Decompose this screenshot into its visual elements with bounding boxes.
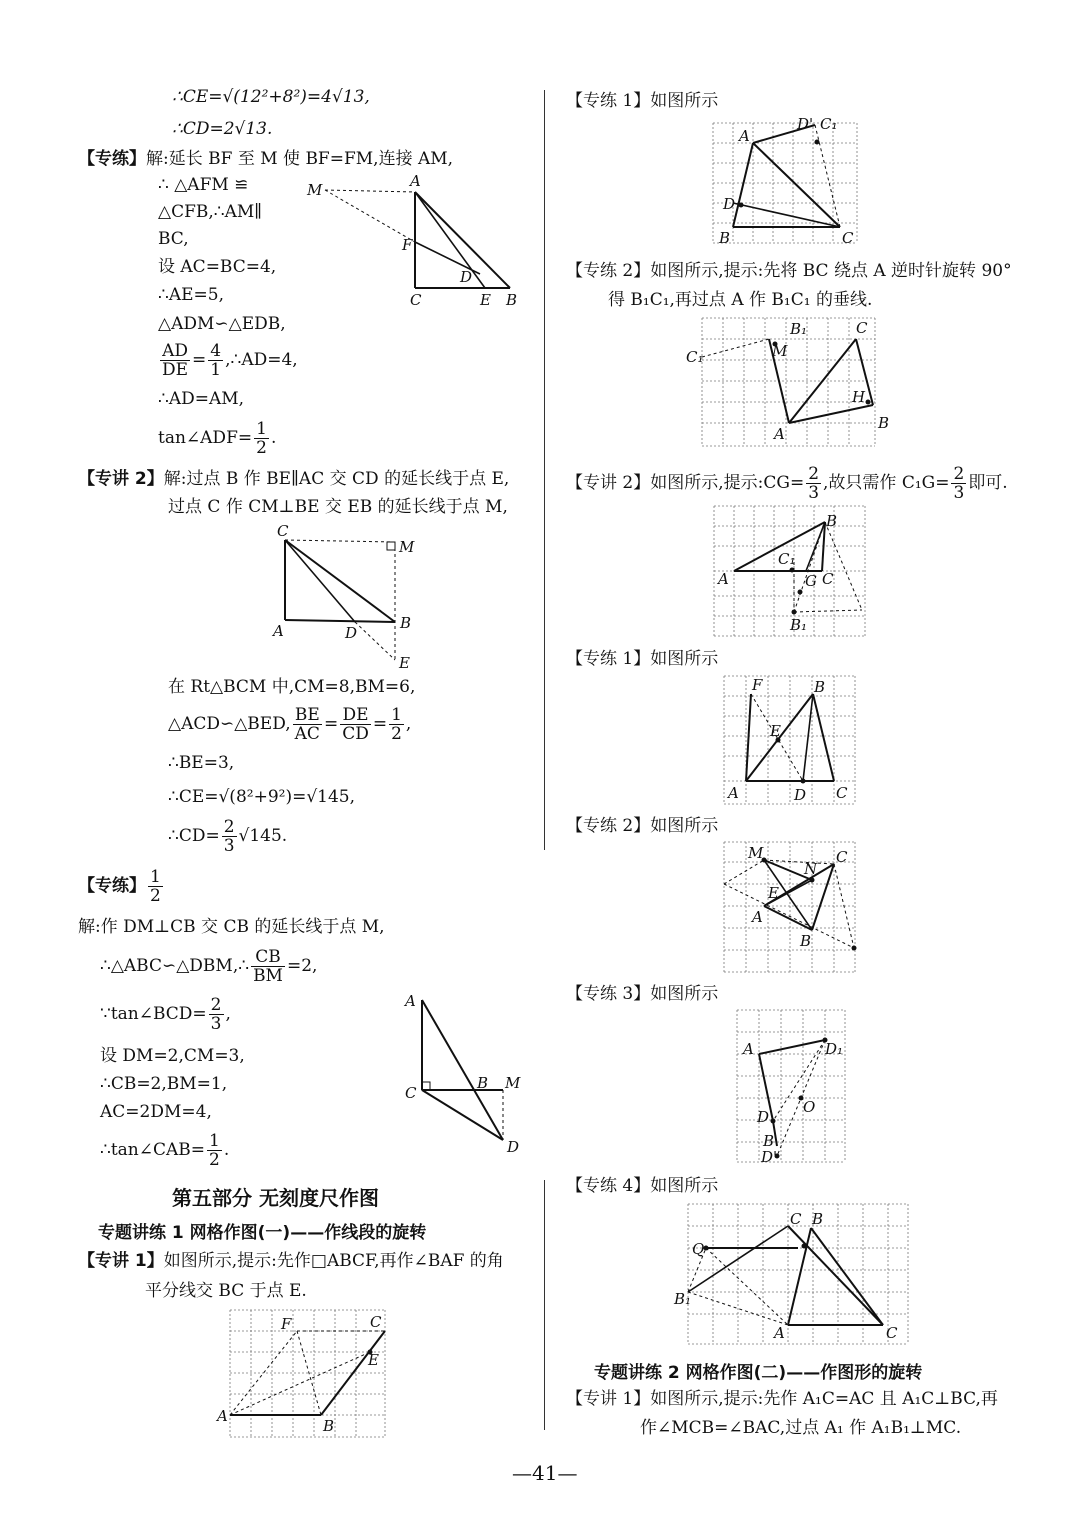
- zl2-head-line: 【专练】 $\frac{1}{2}$: [78, 867, 161, 906]
- zl2-5: ∴CB=2,BM=1,: [100, 1074, 228, 1094]
- svg-text:B: B: [400, 614, 412, 632]
- svg-text:A: A: [217, 1407, 228, 1425]
- svg-text:D: D: [345, 624, 358, 642]
- part5-title: 第五部分 无刻度尺作图: [172, 1186, 379, 1210]
- r2-line-a: 【专练 2】如图所示,提示:先将 BC 绕点 A 逆时针旋转 90°: [566, 261, 1012, 281]
- page-number: —41—: [512, 1461, 578, 1485]
- svg-text:M: M: [399, 538, 415, 556]
- svg-text:B: B: [323, 1417, 335, 1435]
- zj2-4: △ACD∽△BED, $\frac{BE}{AC}$ = $\frac{DE}{CD}$ = $\frac{1}{2}$ ,: [168, 705, 412, 744]
- svg-text:C: C: [370, 1313, 382, 1331]
- zl1-4: BC,: [158, 229, 189, 249]
- figure-zl1: [300, 170, 530, 315]
- figure-r3-grid: [710, 502, 870, 642]
- svg-text:O: O: [803, 1098, 816, 1116]
- fig-label-d: D: [460, 268, 473, 286]
- zl1-5: 设 AC=BC=4,: [158, 257, 277, 277]
- column-divider: [544, 90, 545, 850]
- svg-text:B: B: [878, 414, 890, 432]
- svg-text:D₁: D₁: [825, 1040, 844, 1058]
- zj2-3: 在 Rt△BCM 中,CM=8,BM=6,: [168, 677, 416, 697]
- svg-text:A: A: [774, 425, 785, 443]
- zj2-6: ∴CE=√(8²+9²)=√145,: [168, 787, 356, 807]
- r5-line: 【专练 2】如图所示: [566, 816, 719, 836]
- r1-line: 【专练 1】如图所示: [566, 91, 719, 111]
- zl1-2: ∴ △AFM ≌: [158, 175, 249, 195]
- zj2-line: 【专讲 2】解:过点 B 作 BE∥AC 交 CD 的延长线于点 E,: [78, 469, 510, 489]
- zl1-text: 解:延长 BF 至 M 使 BF=FM,连接 AM,: [146, 149, 454, 169]
- svg-text:C: C: [836, 784, 848, 802]
- svg-text:C: C: [822, 570, 834, 588]
- svg-text:A: A: [273, 622, 284, 640]
- svg-text:A: A: [752, 908, 763, 926]
- svg-text:D: D: [723, 195, 736, 213]
- zl2-4: 设 DM=2,CM=3,: [100, 1046, 245, 1066]
- svg-text:A: A: [728, 784, 739, 802]
- svg-text:F: F: [752, 676, 763, 694]
- zj2-7: ∴CD= $\frac{2}{3}$ √145.: [168, 817, 288, 856]
- svg-text:B: B: [826, 512, 838, 530]
- svg-text:C₁: C₁: [778, 550, 796, 568]
- fig-label-b: B: [506, 291, 518, 309]
- svg-text:E: E: [770, 722, 781, 740]
- svg-text:C: C: [842, 229, 854, 247]
- line-cd: ∴CD=2√13.: [172, 119, 273, 139]
- zj2-2: 过点 C 作 CM⊥BE 交 EB 的延长线于点 M,: [168, 497, 508, 517]
- fig-label-a: A: [410, 172, 421, 190]
- svg-text:H: H: [852, 388, 866, 406]
- svg-text:M: M: [772, 342, 788, 360]
- svg-text:M: M: [505, 1074, 521, 1092]
- fig-label-f: F: [402, 236, 413, 254]
- zj1-line: 【专讲 1】如图所示,提示:先作□ABCF,再作∠BAF 的角: [78, 1251, 504, 1271]
- svg-text:A: A: [718, 570, 729, 588]
- figure-r7-grid: [668, 1198, 913, 1348]
- r8-line-b: 作∠MCB=∠BAC,过点 A₁ 作 A₁B₁⊥MC.: [640, 1418, 962, 1438]
- column-divider-lower: [544, 1180, 545, 1430]
- figure-r4-grid: [718, 672, 863, 812]
- svg-text:N: N: [804, 860, 818, 878]
- zl1-7: △ADM∽△EDB,: [158, 314, 286, 334]
- svg-text:C: C: [405, 1084, 417, 1102]
- topic2-title: 专题讲练 2 网格作图(二)——作图形的旋转: [594, 1363, 923, 1383]
- svg-text:B: B: [477, 1074, 489, 1092]
- svg-text:C: C: [856, 319, 868, 337]
- zl2-6: AC=2DM=4,: [100, 1102, 212, 1122]
- svg-text:C: C: [277, 522, 289, 540]
- svg-text:B: B: [800, 932, 812, 950]
- topic1-title: 专题讲练 1 网格作图(一)——作线段的旋转: [98, 1223, 427, 1243]
- figure-r2-grid: [680, 312, 890, 452]
- svg-text:M: M: [748, 844, 764, 862]
- svg-text:E: E: [399, 654, 410, 670]
- svg-text:F: F: [281, 1315, 292, 1333]
- svg-text:C₁: C₁: [686, 348, 704, 366]
- zl1-3: △CFB,∴AM∥: [158, 202, 263, 222]
- svg-text:B: B: [814, 678, 826, 696]
- r3-line: 【专讲 2】如图所示,提示:CG= $\frac{2}{3}$ ,故只需作 C₁G= $\frac{2}{3}$ 即可.: [566, 464, 1008, 503]
- zl2-7: ∴tan∠CAB= $\frac{1}{2}$ .: [100, 1131, 230, 1170]
- svg-text:D: D: [794, 786, 807, 804]
- figure-zl2: [395, 990, 535, 1160]
- zl1-8: $\frac{AD}{DE}$ = $\frac{4}{1}$ ,∴AD=4,: [162, 341, 298, 380]
- figure-r1-grid: [705, 115, 865, 250]
- zj2-5: ∴BE=3,: [168, 753, 235, 773]
- svg-text:C₁: C₁: [820, 115, 838, 133]
- svg-text:B: B: [812, 1210, 824, 1228]
- svg-text:A: A: [405, 992, 416, 1010]
- svg-text:B₁: B₁: [790, 320, 808, 338]
- svg-text:A: A: [743, 1040, 754, 1058]
- fig-label-m: M: [307, 181, 323, 199]
- r6-line: 【专练 3】如图所示: [566, 984, 719, 1004]
- figure-zj2: [265, 520, 425, 670]
- svg-text:B: B: [763, 1132, 775, 1150]
- zl2-1: 解:作 DM⊥CB 交 CB 的延长线于点 M,: [78, 917, 385, 937]
- frac-ad-de: $\frac{AD}{DE}$: [162, 341, 189, 380]
- frac-4-1: $\frac{4}{1}$: [210, 341, 222, 380]
- svg-text:B₁: B₁: [790, 616, 808, 634]
- fig-label-e: E: [480, 291, 491, 309]
- svg-text:A: A: [774, 1324, 785, 1342]
- svg-text:G: G: [805, 572, 817, 590]
- r2-line-b: 得 B₁C₁,再过点 A 作 B₁C₁ 的垂线.: [608, 290, 873, 310]
- svg-text:E: E: [768, 884, 779, 902]
- r8-line-a: 【专讲 1】如图所示,提示:先作 A₁C=AC 且 A₁C⊥BC,再: [566, 1389, 998, 1409]
- svg-text:D': D': [761, 1148, 778, 1166]
- svg-text:E: E: [368, 1351, 379, 1369]
- figure-zj1-grid: [215, 1305, 395, 1445]
- svg-text:A: A: [739, 127, 750, 145]
- figure-r5-grid: [718, 838, 863, 978]
- zl1-head: 【专练】: [78, 149, 146, 169]
- svg-text:B: B: [719, 229, 731, 247]
- svg-text:D': D': [797, 115, 814, 133]
- svg-text:C: C: [886, 1324, 898, 1342]
- r7-line: 【专练 4】如图所示: [566, 1176, 719, 1196]
- r4-line: 【专练 1】如图所示: [566, 649, 719, 669]
- fig-label-c: C: [410, 291, 422, 309]
- svg-text:D: D: [507, 1138, 520, 1156]
- zl2-3: ∵tan∠BCD= $\frac{2}{3}$ ,: [100, 995, 231, 1034]
- line-ce: ∴CE=√(12²+8²)=4√13,: [172, 87, 370, 107]
- figure-r6-grid: [733, 1006, 853, 1166]
- svg-text:C: C: [836, 848, 848, 866]
- zl1-6: ∴AE=5,: [158, 285, 224, 305]
- svg-text:B₁: B₁: [674, 1290, 692, 1308]
- zj1-2: 平分线交 BC 于点 E.: [145, 1281, 307, 1301]
- zl1-9: ∴AD=AM,: [158, 389, 245, 409]
- zl1-line: [78, 148, 453, 170]
- zl1-10: tan∠ADF= $\frac{1}{2}$ .: [158, 419, 277, 458]
- zl2-2: ∴△ABC∽△DBM,∴ $\frac{CB}{BM}$ =2,: [100, 947, 318, 986]
- svg-text:C: C: [790, 1210, 802, 1228]
- svg-text:D: D: [757, 1108, 770, 1126]
- svg-text:Q: Q: [692, 1240, 705, 1258]
